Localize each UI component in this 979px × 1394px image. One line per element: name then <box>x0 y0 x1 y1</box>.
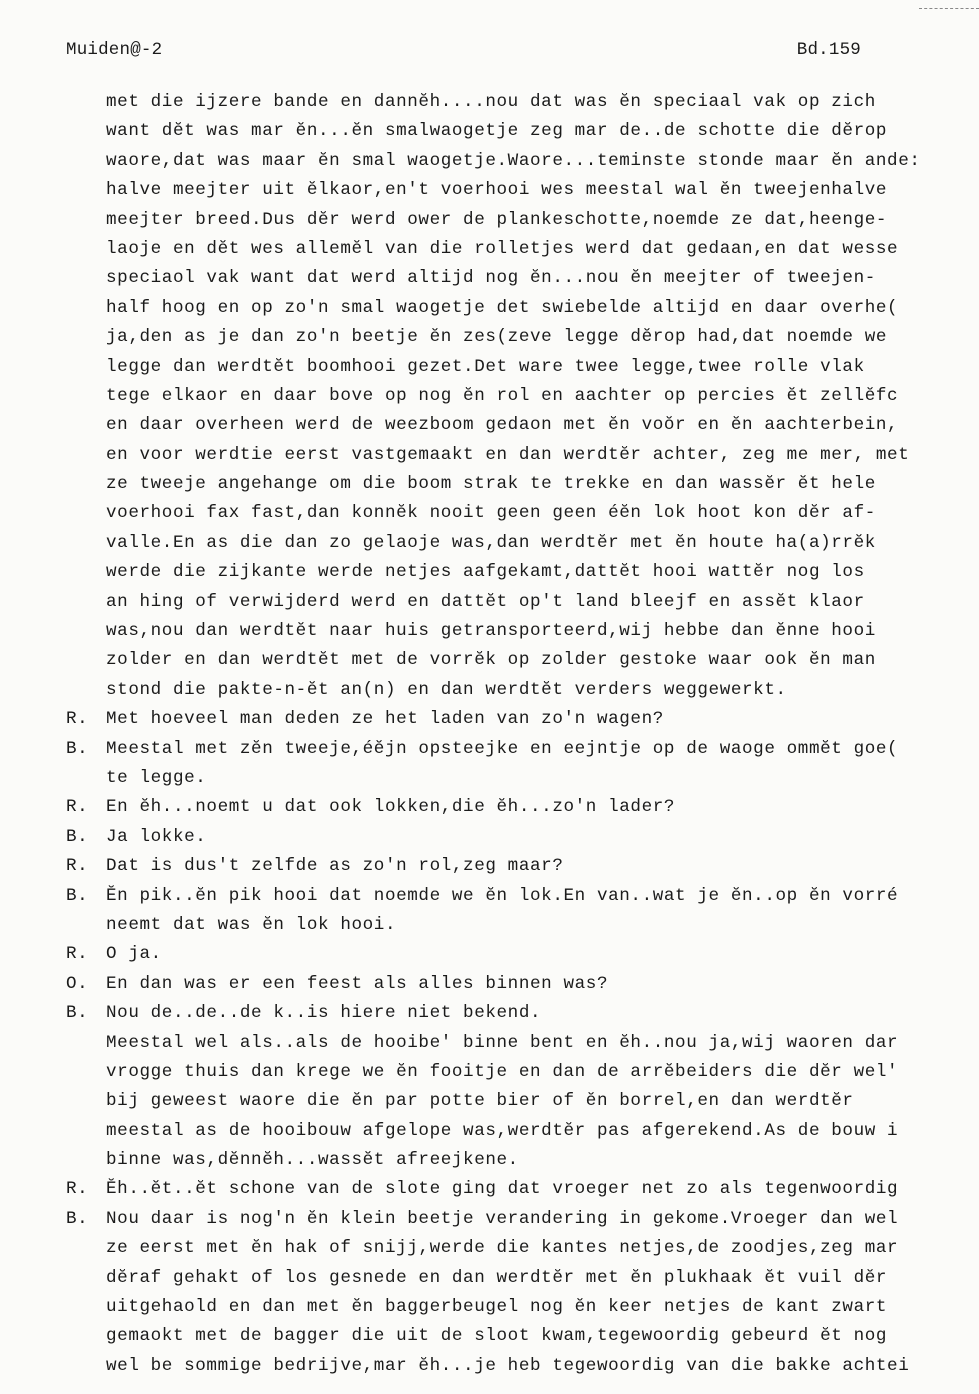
dialogue-line <box>66 1322 979 1351</box>
dialogue-line <box>66 882 979 911</box>
speaker-label <box>66 1293 106 1322</box>
dialogue-text: Dat is dus't zelfde as zo'n rol,zeg maar? <box>106 856 564 877</box>
dialogue-line <box>66 705 979 734</box>
speaker-label: R. <box>66 856 89 877</box>
dialogue-text: ze eerst met ĕn hak of snijj,werde die kantes netjes,de zoodjes,zeg mar <box>106 1238 899 1259</box>
transcript-line: voerhooi fax fast,dan konnĕk nooit geen geen éĕn lok hoot kon dĕr af- <box>106 503 876 524</box>
dialogue-line <box>66 1264 979 1293</box>
transcript-line: speciaol vak want dat werd altijd nog ĕn...nou ĕn meejter of tweejen- <box>106 268 876 289</box>
dialogue-text: wel be sommige bedrijve,mar ĕh...je heb tegewoordig van die bakke achtei <box>106 1355 910 1376</box>
dialogue-text: En ĕh...noemt u dat ook lokken,die ĕh...zo'n lader? <box>106 797 676 818</box>
dialogue-text: gemaokt met de bagger die uit de sloot kwam,tegewoordig gebeurd ĕt nog <box>106 1326 888 1347</box>
dialogue-line <box>66 911 979 940</box>
dialogue-line <box>66 793 979 822</box>
speaker-label: B. <box>66 826 89 847</box>
speaker-label <box>66 1117 106 1146</box>
transcript-line: meejter breed.Dus dĕr werd ower de plankeschotte,noemde ze dat,heenge- <box>106 209 888 230</box>
transcript-line: halve meejter uit ĕlkaor,en't voerhooi wes meestal wal ĕn tweejenhalve <box>106 180 888 201</box>
dialogue-text: Ĕn pik..ĕn pik hooi dat noemde we ĕn lok.En van..wat je ĕn..op ĕn vorré <box>106 885 899 906</box>
dialogue-line <box>66 823 979 852</box>
speaker-label <box>66 1234 106 1263</box>
speaker-label <box>66 1058 106 1087</box>
dialogue-text: Nou daar is nog'n ĕn klein beetje verandering in gekome.Vroeger dan wel <box>106 1208 899 1229</box>
dialogue-line <box>66 1117 979 1146</box>
transcript-line: was,nou dan werdtĕt naar huis getransporteerd,wij hebbe dan ĕnne hooi <box>106 621 876 642</box>
dialogue-line <box>66 1175 979 1204</box>
transcript-line: en daar overheen werd de weezboom gedaon met ĕn voŏr en ĕn aachterbein, <box>106 415 899 436</box>
dialogue-line <box>66 999 979 1028</box>
dialogue-line <box>66 1029 979 1058</box>
speaker-label <box>66 1264 106 1293</box>
header-place-label: Muiden@-2 <box>66 40 163 60</box>
dialogue-text: En dan was er een feest als alles binnen was? <box>106 973 609 994</box>
dialogue-line <box>66 970 979 999</box>
dialogue-line <box>66 1087 979 1116</box>
transcript-line: waore,dat was maar ĕn smal waogetje.Waore...teminste stonde maar ĕn ande: <box>106 150 921 171</box>
dialogue-line <box>66 852 979 881</box>
transcript-line: laoje en dĕt wes allemĕl van die rolletjes werd dat gedaan,en dat wesse <box>106 238 899 259</box>
dialogue-line <box>66 1146 979 1175</box>
speaker-label <box>66 1352 106 1381</box>
speaker-label: B. <box>66 738 89 759</box>
dialogue-text: te legge. <box>106 767 207 788</box>
speaker-label: R. <box>66 797 89 818</box>
dialogue-text: Ĕh..ĕt..ĕt schone van de slote ging dat vroeger net zo als tegenwoordig <box>106 1179 899 1200</box>
transcript-line: stond die pakte-n-ĕt an(n) en dan werdtĕt verders weggewerkt. <box>106 679 787 700</box>
dialogue-line <box>66 764 979 793</box>
speaker-label: B. <box>66 885 89 906</box>
dialogue-text: O ja. <box>106 944 162 965</box>
dialogue-text: uitgehaold en dan met ĕn baggerbeugel nog ĕn keer netjes de kant zwart <box>106 1297 888 1318</box>
transcript-line: en voor werdtie eerst vastgemaakt en dan werdtĕr achter, zeg me mer, met <box>106 444 910 465</box>
speaker-label: O. <box>66 973 89 994</box>
dialogue-text: Meestal met zĕn tweeje,éĕjn opsteejke en eejntje op de waoge ommĕt goe( <box>106 738 899 759</box>
dialogue-text: Met hoeveel man deden ze het laden van zo'n wagen? <box>106 709 664 730</box>
speaker-label <box>66 1146 106 1175</box>
speaker-label: R. <box>66 944 89 965</box>
header-page-number: Bd.159 <box>796 40 861 60</box>
transcript-line: met die ijzere bande en dannĕh....nou dat was ĕn speciaal vak op zich <box>106 92 876 112</box>
dialogue-text: dĕraf gehakt of los gesnede en dan werdtĕr met ĕn plukhaak ĕt vuil dĕr <box>106 1267 888 1288</box>
transcript-line: want dĕt was mar ĕn...ĕn smalwaogetje zeg mar de..de schotte die dĕrop <box>106 121 888 142</box>
speaker-label: R. <box>66 1179 89 1200</box>
dialogue-text: Ja lokke. <box>106 826 207 847</box>
speaker-label: B. <box>66 1003 89 1024</box>
dialogue-line <box>66 1293 979 1322</box>
dialogue-line <box>66 1234 979 1263</box>
speaker-label <box>66 1322 106 1351</box>
page-edge-marker <box>919 8 979 10</box>
speaker-label <box>66 1087 106 1116</box>
dialogue-line <box>66 940 979 969</box>
transcript-line: zolder en dan werdtĕt met de vorrĕk op zolder gestoke waar ook ĕn man <box>106 650 876 671</box>
dialogue-line <box>66 1352 979 1381</box>
dialogue-text: Nou de..de..de k..is hiere niet bekend. <box>106 1003 542 1024</box>
speaker-label <box>66 911 106 940</box>
speaker-label <box>66 1029 106 1058</box>
dialogue-text: Meestal wel als..als de hooibe' binne bent en ĕh..nou ja,wij waoren dar <box>106 1032 899 1053</box>
speaker-label: R. <box>66 709 89 730</box>
dialogue-line <box>66 735 979 764</box>
page-header <box>66 40 861 66</box>
dialogue-text: vrogge thuis dan krege we ĕn fooitje en dan de arrĕbeiders die dĕr wel' <box>106 1061 899 1082</box>
dialogue-line <box>66 1058 979 1087</box>
transcript-line: half hoog en op zo'n smal waogetje det swiebelde altijd en daar overhe( <box>106 297 899 318</box>
transcript-line: tege elkaor en daar bove op nog ĕn rol en aachter op percies ĕt zellĕfc <box>106 385 899 406</box>
dialogue-text: binne was,dĕnnĕh...wassĕt afreejkene. <box>106 1150 519 1171</box>
transcript-line: valle.En as die dan zo gelaoje was,dan werdtĕr met ĕn houte ha(a)rrĕk <box>106 532 876 553</box>
transcript-line: legge dan werdtĕt boomhooi gezet.Det ware twee legge,twee rolle vlak <box>106 356 865 377</box>
transcript-line: ja,den as je dan zo'n beetje ĕn zes(zeve legge dĕrop had,dat noemde we <box>106 327 888 348</box>
speaker-label: B. <box>66 1208 89 1229</box>
dialogue-text: meestal as de hooibouw afgelope was,werdtĕr pas afgerekend.As de bouw i <box>106 1120 899 1141</box>
dialogue-text: bij geweest waore die ĕn par potte bier of ĕn borrel,en dan werdtĕr <box>106 1091 854 1112</box>
dialogue-line <box>66 1205 979 1234</box>
transcript-line: ze tweeje angehange om die boom strak te trekke en dan wassĕr ĕt hele <box>106 474 876 495</box>
dialogue-text: neemt dat was ĕn lok hooi. <box>106 914 397 935</box>
transcript-body <box>66 88 979 1381</box>
transcript-line: werde die zijkante werde netjes aafgekamt,dattĕt hooi wattĕr nog los <box>106 562 865 583</box>
speaker-label <box>66 764 106 793</box>
transcript-line: an hing of verwijderd werd en dattĕt op't land bleejf en assĕt klaor <box>106 591 865 612</box>
